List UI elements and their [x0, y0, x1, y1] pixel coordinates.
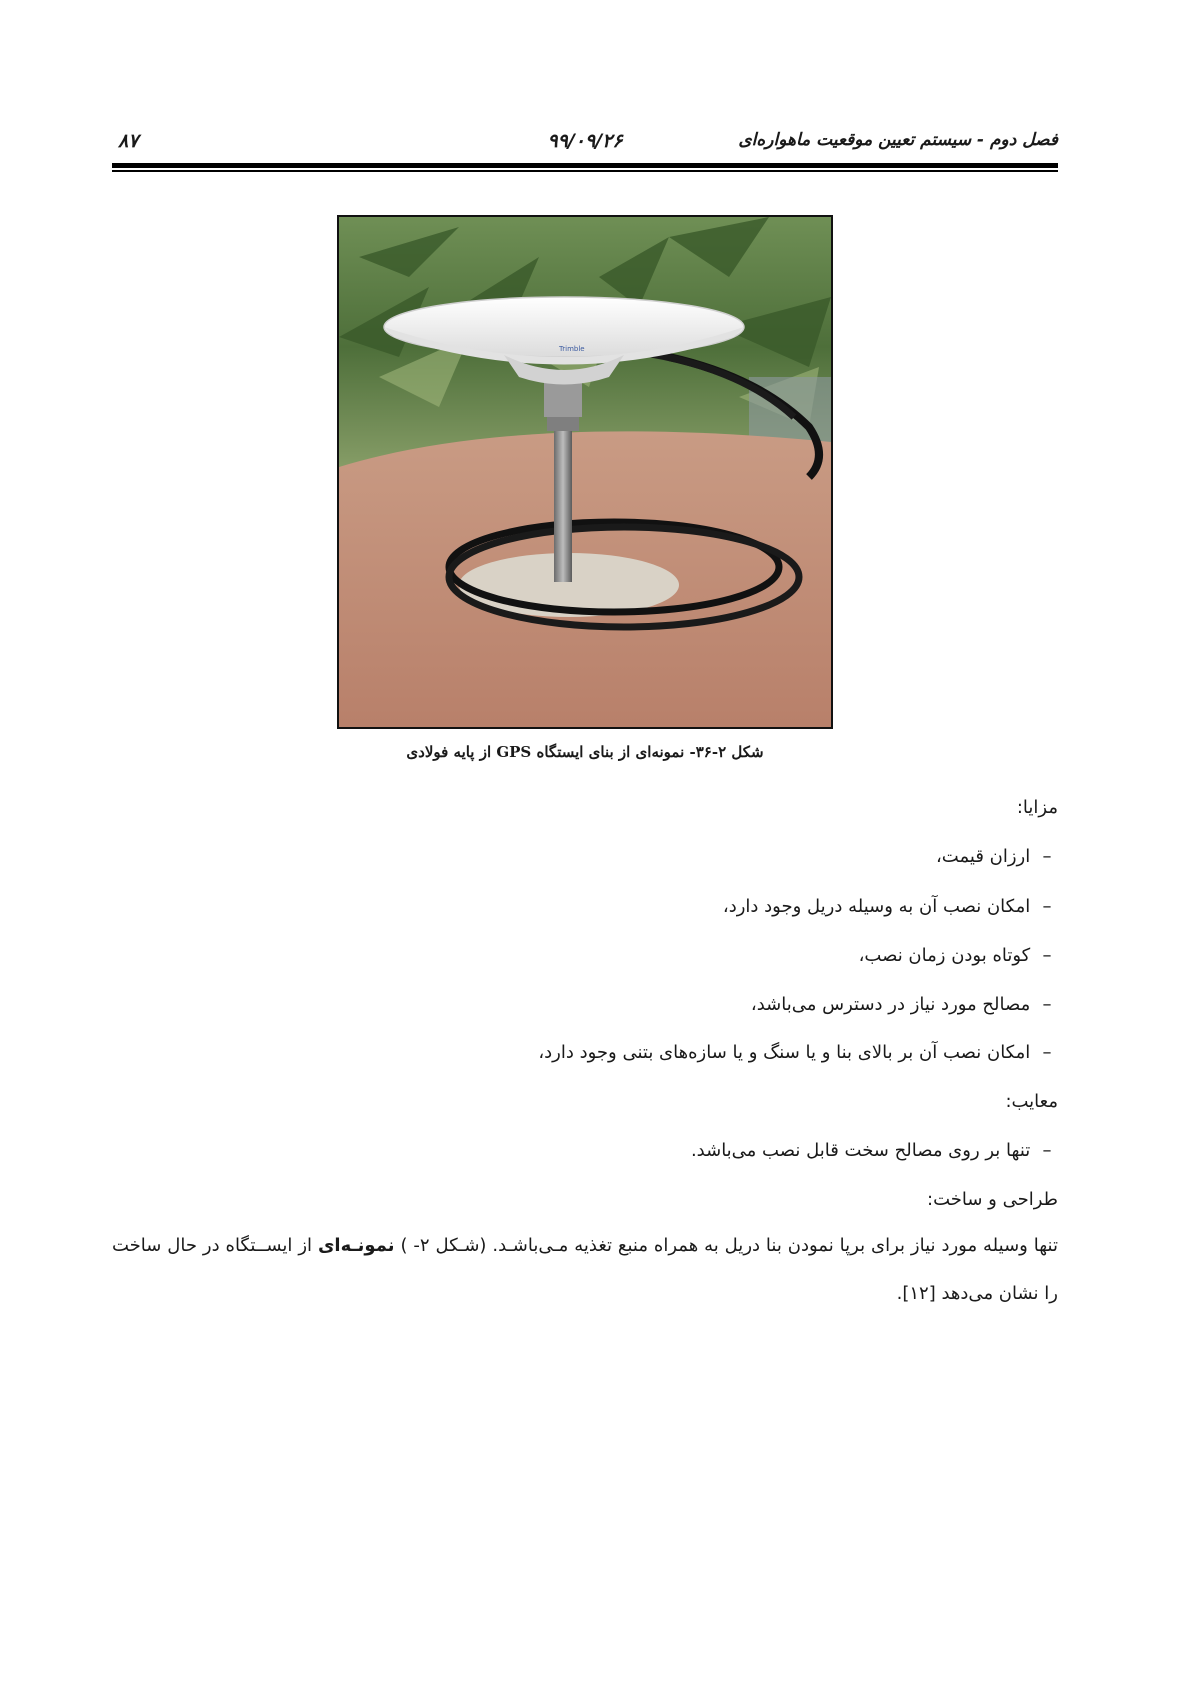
design-paragraph-part2: از ایســتگاه در حال ساخت را نشان می‌دهد [۱۲]. [112, 1235, 1058, 1304]
list-item-text: ارزان قیمت، [936, 846, 1031, 867]
trimble-logo-text: Trimble [559, 345, 585, 353]
list-item-text: کوتاه بودن زمان نصب، [858, 945, 1031, 966]
page-header [112, 128, 1058, 158]
design-paragraph-bold: نمونـه‌ای [317, 1235, 395, 1256]
list-item-text: تنها بر روی مصالح سخت قابل نصب می‌باشد. [690, 1140, 1031, 1161]
list-item [691, 1137, 1058, 1165]
header-rule-thin [112, 170, 1058, 172]
bullet-dash: – [1042, 846, 1052, 867]
figure-photo [337, 215, 833, 729]
figure-caption: شکل ۲-۳۶- نمونه‌ای از بنای ایستگاه GPS از پایه فولادی [406, 743, 764, 761]
disadvantages-heading: معایب: [1005, 1091, 1058, 1112]
chapter-title: فصل دوم - سیستم تعیین موقعیت ماهواره‌ای [738, 130, 1058, 150]
bullet-dash: – [1042, 945, 1052, 966]
design-paragraph [112, 1222, 1058, 1318]
design-heading: طراحی و ساخت: [927, 1189, 1058, 1210]
list-item-text: امکان نصب آن بر بالای بنا و یا سنگ و یا سازه‌های بتنی وجود دارد، [538, 1042, 1031, 1063]
header-date: ۹۹/۰۹/۲۶ [547, 130, 623, 152]
list-item [538, 1039, 1058, 1067]
list-item [859, 942, 1058, 970]
page-number: ۸۷ [118, 130, 139, 152]
list-item-text: مصالح مورد نیاز در دسترس می‌باشد، [750, 994, 1031, 1015]
header-rule-thick [112, 163, 1058, 168]
advantages-heading: مزایا: [1016, 797, 1058, 818]
bullet-dash: – [1042, 1042, 1052, 1063]
bullet-dash: – [1042, 994, 1052, 1015]
bullet-dash: – [1042, 896, 1052, 917]
list-item-text: امکان نصب آن به وسیله دریل وجود دارد، [722, 896, 1031, 917]
list-item [723, 893, 1058, 921]
list-item [936, 843, 1058, 871]
bullet-dash: – [1042, 1140, 1052, 1161]
list-item [751, 991, 1058, 1019]
design-paragraph-part1: تنها وسیله مورد نیاز برای برپا نمودن بنا دریل به همراه منبع تغذیه مـی‌باشـد. (شـکل ۲- ) [394, 1235, 1058, 1256]
